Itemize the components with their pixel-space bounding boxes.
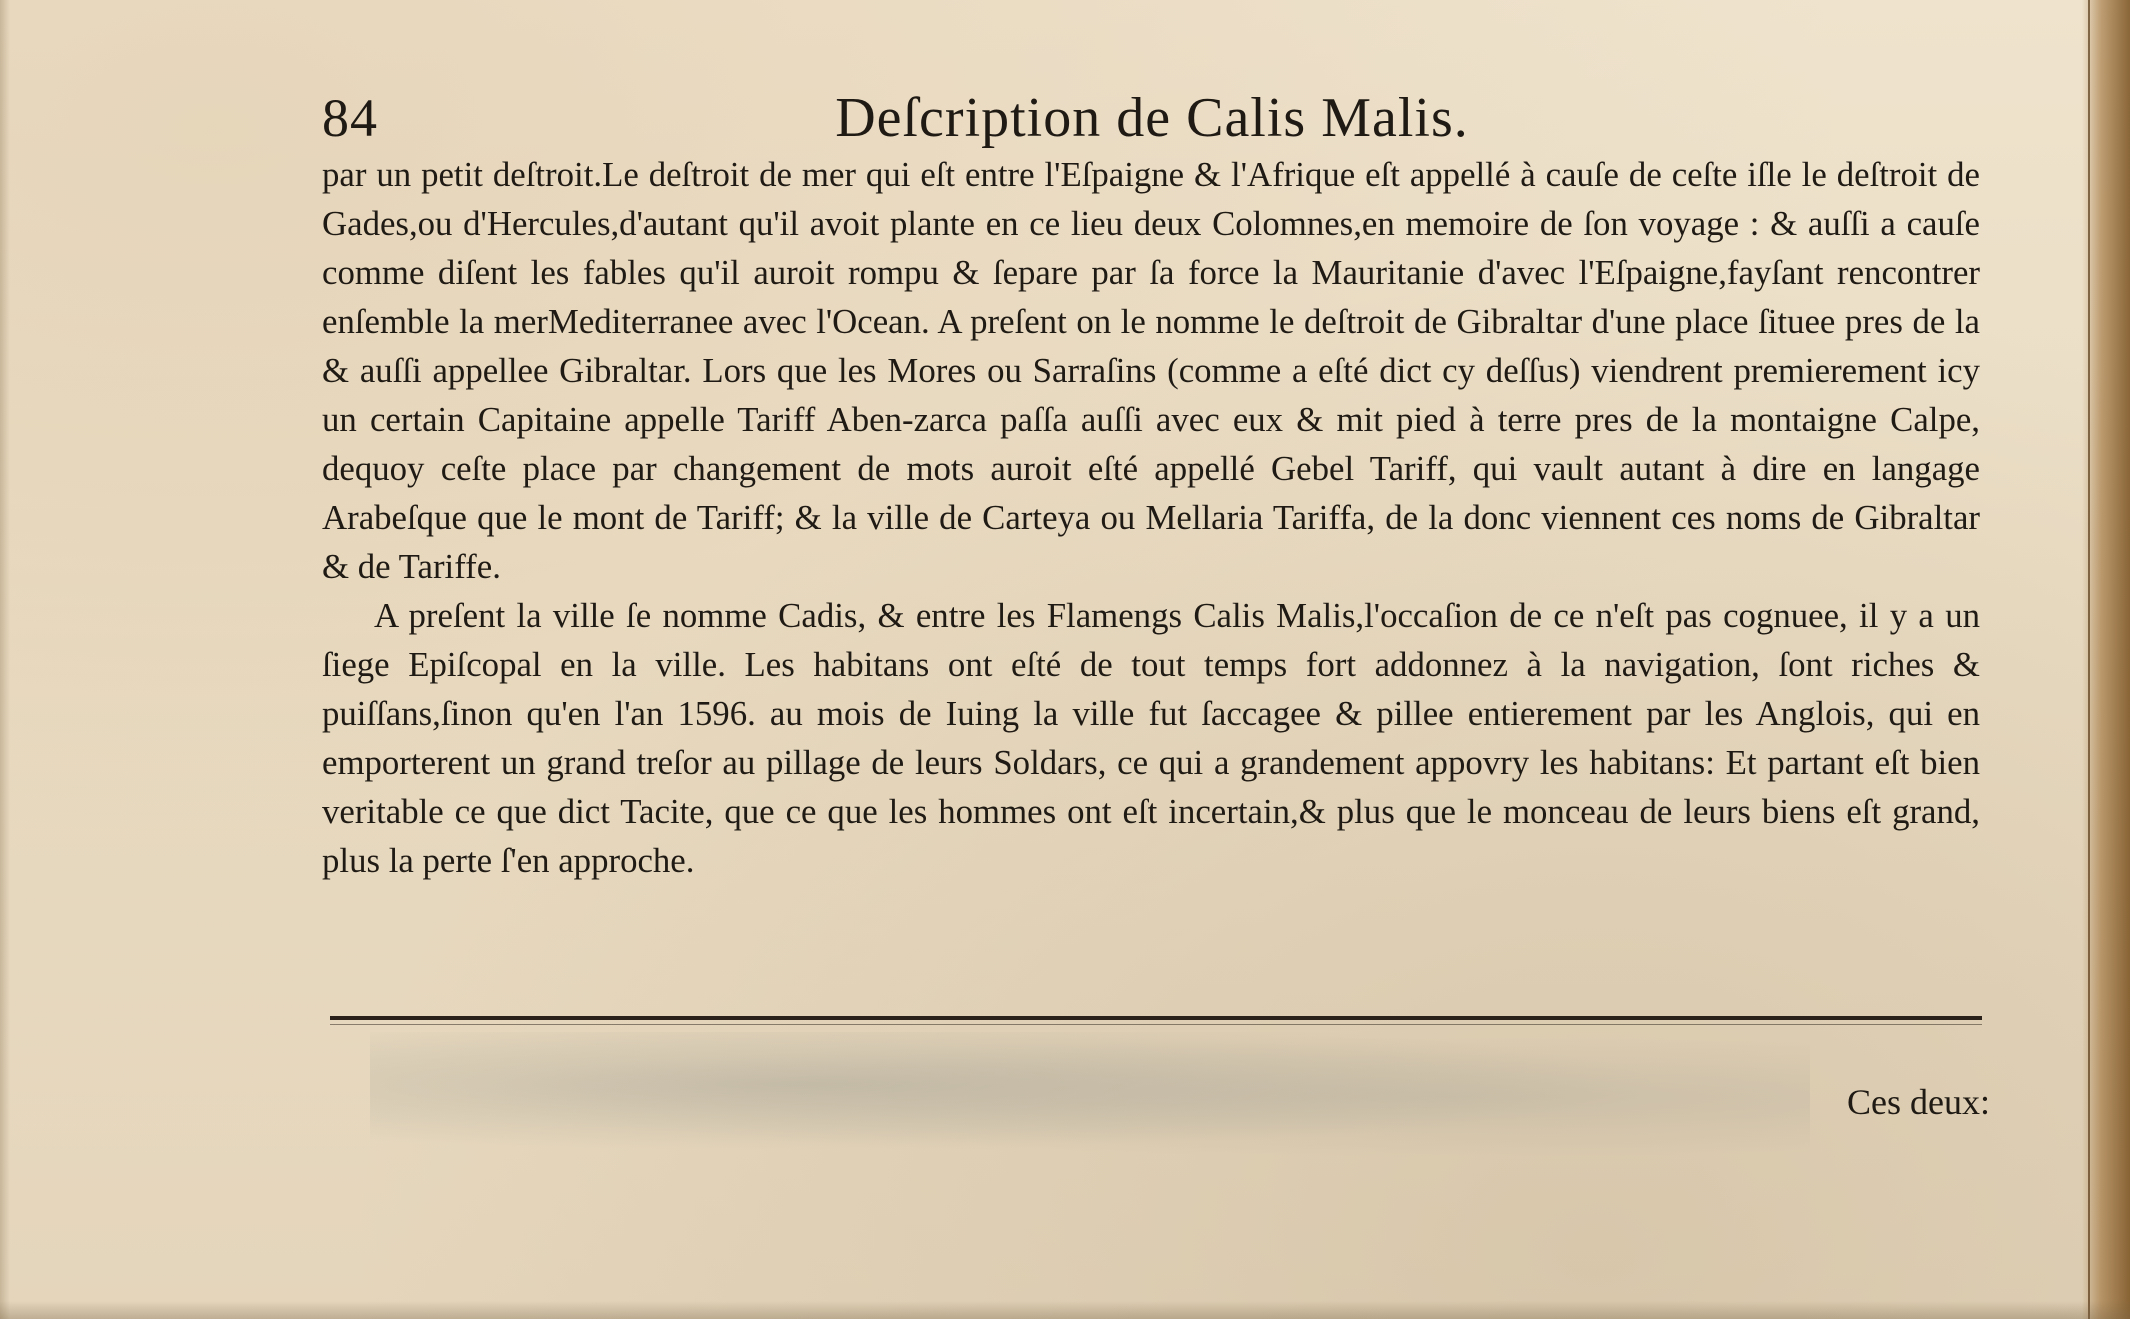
catchword: Ces deux: (1847, 1082, 1990, 1122)
gutter-fold-line (2088, 0, 2090, 1319)
paragraph-2: A preſent la ville ſe nomme Cadis, & entre les Flamengs Calis Malis,l'occaſion de ce n'eſt pas cognuee, il y a un ſiege Epiſcopal en la ville. Les habitans ont eſté de tout temps fort addonnez à la navigation, ſont riches & puiſſans,ſinon qu'en l'an 1596. au mois de Iuing la ville fut ſaccagee & pillee entierement par les Anglois, qui en emporterent un grand treſor au pillage de leurs Soldars, ce qui a grandement appovry les habitans: Et partant eſt bien veritable ce que dict Tacite, que ce que les hommes ont eſt incertain,& plus que le monceau de leurs biens eſt grand, plus la perte ſ'en approche. (322, 596, 1980, 880)
body-text (322, 150, 1980, 885)
paragraph-1: par un petit deſtroit.Le deſtroit de mer qui eſt entre l'Eſpaigne & l'Afrique eſt appellé à cauſe de ceſte iſle le deſtroit de Gades,ou d'Hercules,d'autant qu'il avoit plante en ce lieu deux Colomnes,en memoire de ſon voyage : & auſſi a cauſe comme diſent les fables qu'il auroit rompu & ſepare par ſa force la Mauritanie d'avec l'Eſpaigne,fayſant rencontrer enſemble la merMediterranee avec l'Ocean. A preſent on le nomme le deſtroit de Gibraltar d'une place ſituee pres de la & auſſi appellee Gibraltar. Lors que les Mores ou Sarraſins (comme a eſté dict cy deſſus) viendrent premierement icy un certain Capitaine appelle Tariff Aben-zarca paſſa auſſi avec eux & mit pied à terre pres de la montaigne Calpe, dequoy ceſte place par changement de mots auroit eſté appellé Gebel Tariff, qui vault autant à dire en langage Arabeſque que le mont de Tariff; & la ville de Carteya ou Mellaria Tariffa, de la donc viennent ces noms de Gibraltar & de Tariffe. (322, 155, 1980, 586)
page-bottom-shadow (0, 1301, 2130, 1319)
horizontal-rule (330, 1016, 1982, 1020)
horizontal-rule-shadow (330, 1024, 1982, 1025)
page-number: 84 (322, 88, 378, 148)
page-left-edge (0, 0, 10, 1319)
ink-bleed-through (370, 1032, 1810, 1162)
page-header (322, 88, 1982, 158)
running-title: Deſcription de Calis Malis. (835, 87, 1469, 149)
